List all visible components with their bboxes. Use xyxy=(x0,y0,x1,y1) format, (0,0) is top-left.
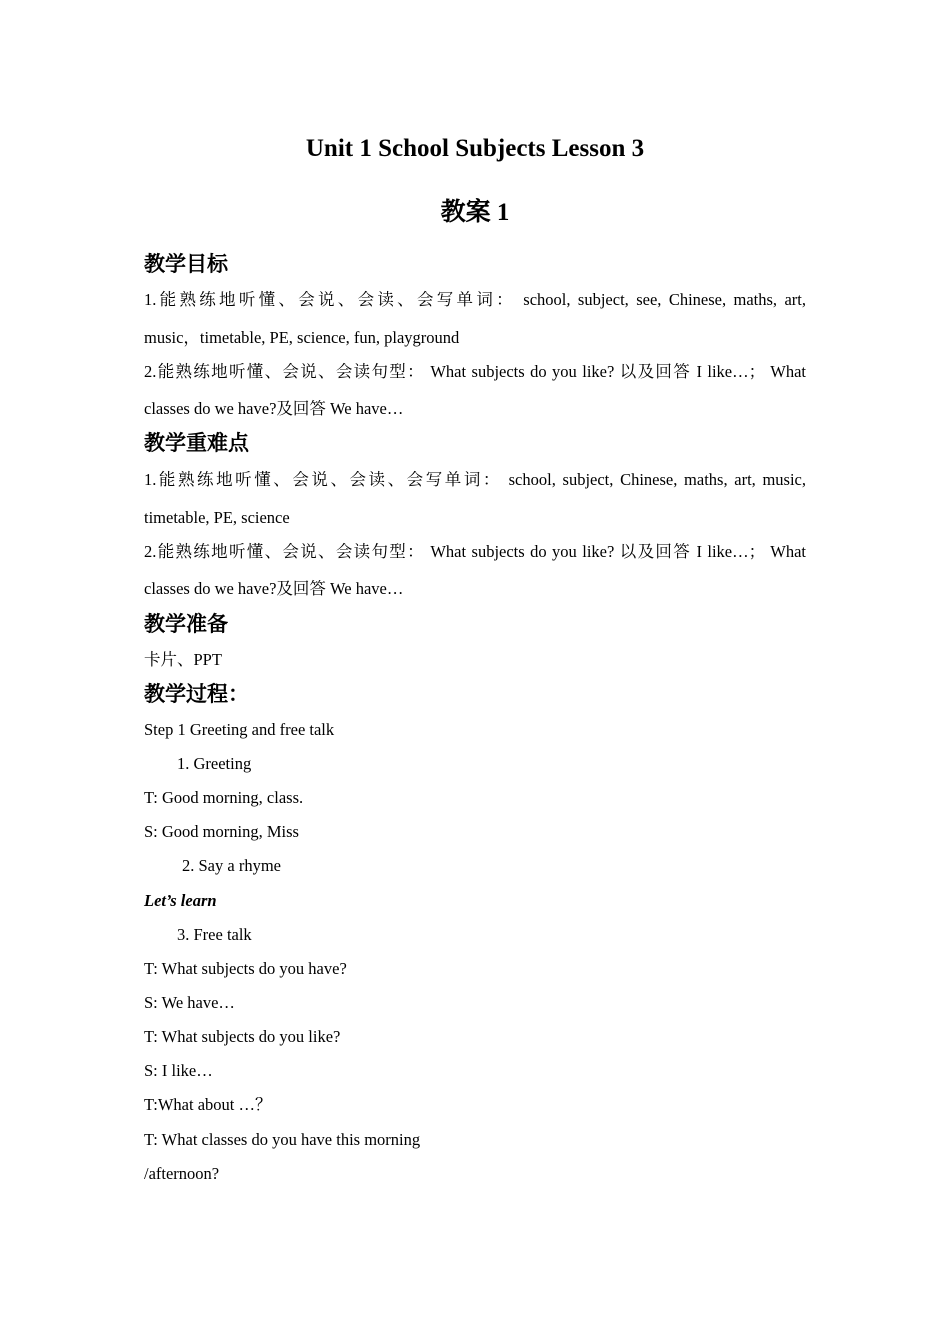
process-line: T: What subjects do you have? xyxy=(144,959,347,978)
objectives-item1-line1: 1.能熟练地听懂、会说、会读、会写单词： school, subject, see, Chinese, maths, art, xyxy=(144,290,806,309)
key-points-item1-line2: timetable, PE, science xyxy=(144,508,290,527)
document-subtitle: 教案 1 xyxy=(440,199,510,226)
heading-key-points: 教学重难点 xyxy=(144,431,249,455)
heading-objectives: 教学目标 xyxy=(144,252,228,276)
preparation-text: 卡片、PPT xyxy=(144,650,222,669)
process-say-rhyme: 2. Say a rhyme xyxy=(182,856,281,875)
key-points-item1-line1: 1.能熟练地听懂、会说、会读、会写单词： school, subject, Chinese, maths, art, music, xyxy=(144,470,806,489)
document-title: Unit 1 School Subjects Lesson 3 xyxy=(305,135,645,162)
objectives-item1-line2: music，timetable, PE, science, fun, playground xyxy=(144,328,460,347)
process-line: T:What about …？ xyxy=(144,1095,272,1114)
process-line: T: What classes do you have this morning xyxy=(144,1130,421,1149)
process-line: S: I like… xyxy=(144,1061,213,1080)
key-points-item2-line1: 2.能熟练地听懂、会说、会读句型： What subjects do you like? 以及回答 I like…； What xyxy=(144,542,806,561)
process-free-talk: 3. Free talk xyxy=(177,925,252,944)
process-line: S: Good morning, Miss xyxy=(144,822,299,841)
process-line: /afternoon? xyxy=(144,1164,220,1183)
heading-preparation: 教学准备 xyxy=(144,612,228,636)
objectives-item2-line2: classes do we have?及回答 We have… xyxy=(144,399,404,418)
heading-process: 教学过程： xyxy=(144,682,249,706)
process-line: S: We have… xyxy=(144,993,235,1012)
process-step1: Step 1 Greeting and free talk xyxy=(144,720,335,739)
objectives-item2-line1: 2.能熟练地听懂、会说、会读句型： What subjects do you like? 以及回答 I like…； What xyxy=(144,362,806,381)
process-line: T: Good morning, class. xyxy=(144,788,304,807)
process-lets-learn: Let’s learn xyxy=(144,891,217,910)
key-points-item2-line2: classes do we have?及回答 We have… xyxy=(144,579,404,598)
process-line: T: What subjects do you like? xyxy=(144,1027,341,1046)
process-greeting: 1. Greeting xyxy=(177,754,252,773)
